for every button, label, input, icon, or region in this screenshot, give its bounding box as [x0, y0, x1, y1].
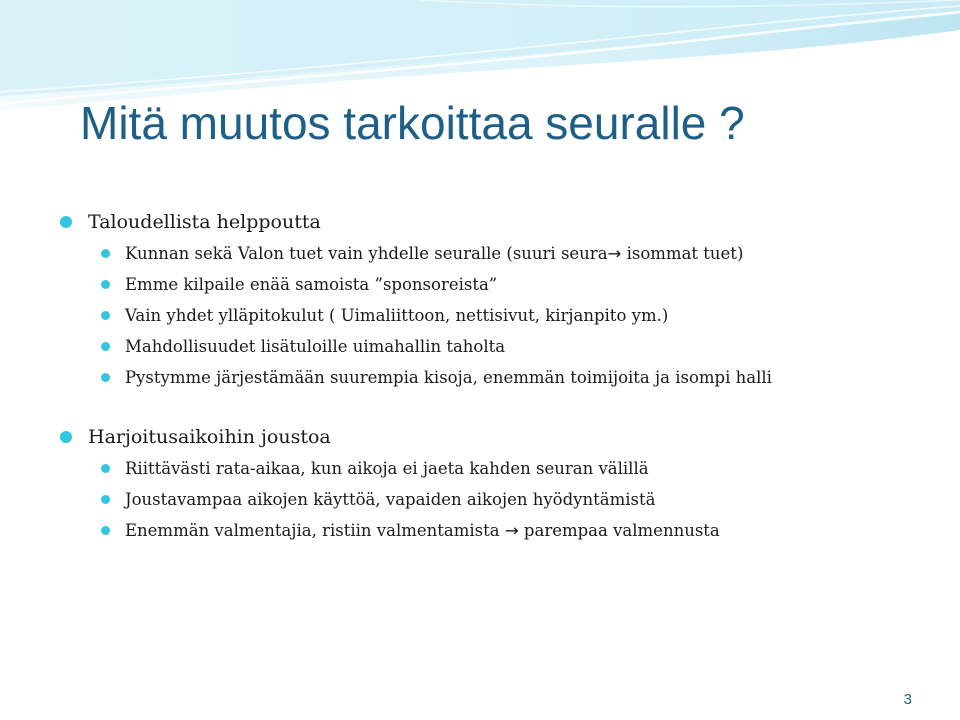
arrow-right-icon: →: [504, 521, 519, 540]
list-item-text: Riittävästi rata-aikaa, kun aikoja ei jaeta kahden seuran välillä: [125, 459, 649, 478]
section-financial: [60, 206, 940, 393]
bullet-dot-icon: [101, 464, 110, 473]
list-item: [60, 269, 940, 300]
list-item-text: parempaa valmennusta: [518, 521, 720, 540]
bullet-heading-text: Harjoitusaikoihin joustoa: [88, 426, 331, 448]
list-item-text: Pystymme järjestämään suurempia kisoja, enemmän toimijoita ja isompi halli: [125, 368, 772, 387]
slide-content: [60, 206, 940, 546]
bullet-dot-icon: [101, 373, 110, 382]
bullet-dot-icon: [101, 249, 110, 258]
slide-title: Mitä muutos tarkoittaa seuralle ?: [80, 97, 745, 149]
list-item-text: Mahdollisuudet lisätuloille uimahallin taholta: [125, 337, 506, 356]
list-item: [60, 238, 940, 269]
bullet-dot-icon: [101, 495, 110, 504]
list-item-text: Joustavampaa aikojen käyttöä, vapaiden aikojen hyödyntämistä: [125, 490, 656, 509]
bullet-dot-icon: [60, 431, 72, 443]
bullet-dot-icon: [101, 342, 110, 351]
list-item-text: Kunnan sekä Valon tuet vain yhdelle seuralle (suuri seura: [125, 244, 608, 263]
bullet-dot-icon: [101, 311, 110, 320]
list-item: [60, 453, 940, 484]
list-item: [60, 515, 940, 546]
page-number: 3: [903, 691, 912, 708]
bullet-dot-icon: [60, 216, 72, 228]
bullet-dot-icon: [101, 280, 110, 289]
list-item-text: Emme kilpaile enää samoista ”sponsoreista”: [125, 275, 498, 294]
list-item: [60, 362, 940, 393]
sub-bullet-list: [60, 238, 940, 393]
list-item: [60, 484, 940, 515]
list-item: [60, 300, 940, 331]
bullet-dot-icon: [101, 526, 110, 535]
sub-bullet-list: [60, 453, 940, 546]
bullet-heading: [60, 206, 940, 238]
list-item-text: Vain yhdet ylläpitokulut ( Uimaliittoon, nettisivut, kirjanpito ym.): [125, 306, 669, 325]
section-training-times: [60, 421, 940, 546]
arrow-right-icon: →: [607, 244, 622, 263]
list-item-text: Enemmän valmentajia, ristiin valmentamista: [125, 521, 505, 540]
bullet-heading: [60, 421, 940, 453]
list-item: [60, 331, 940, 362]
bullet-heading-text: Taloudellista helppoutta: [88, 211, 321, 233]
list-item-text: isommat tuet): [621, 244, 744, 263]
